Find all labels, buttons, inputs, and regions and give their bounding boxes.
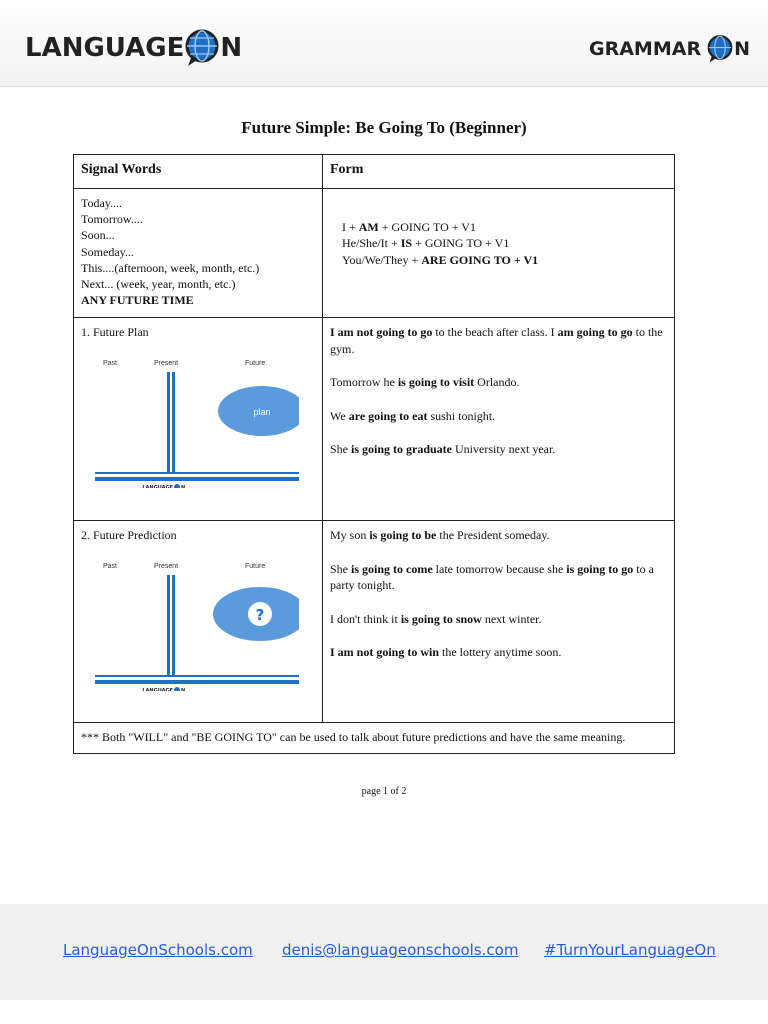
page-number: page 1 of 2 — [361, 786, 407, 797]
table-row — [74, 189, 675, 318]
signal-word: Next... (week, year, month, etc.) — [81, 277, 236, 292]
example-segment: Tomorrow he — [330, 375, 398, 389]
timeline-diagram — [81, 348, 299, 488]
example-segment: late tomorrow because she — [432, 561, 567, 576]
signal-words-cell — [74, 189, 323, 318]
timeline-past-label: Past — [103, 360, 118, 367]
example-segment: sushi tonight. — [427, 408, 496, 423]
form-line: You/We/They + ARE GOING TO + V1 — [342, 252, 539, 267]
website-link[interactable]: LanguageOnSchools.com — [63, 941, 253, 959]
diagram-brand-end: N — [181, 485, 186, 488]
languageon-logo — [25, 28, 242, 68]
signal-word: Today.... — [81, 196, 123, 210]
example-sentence — [330, 374, 667, 391]
example-segment: She — [330, 442, 351, 456]
example-segment: My son — [330, 528, 370, 542]
example-sentence — [330, 611, 667, 628]
example-bold-segment: is going to visit — [397, 375, 475, 389]
future-plan-examples — [323, 318, 675, 521]
example-segment: We — [330, 408, 349, 423]
example-bold-segment: is going to come — [351, 561, 433, 576]
table-row — [74, 318, 675, 521]
example-bold-segment: is going to snow — [400, 611, 482, 626]
example-segment: to a party tonight. — [330, 561, 654, 592]
diagram-brand-end: N — [181, 688, 186, 691]
signal-word-bold: ANY FUTURE TIME — [81, 293, 194, 308]
hashtag-link[interactable]: #TurnYourLanguageOn — [544, 941, 716, 959]
page-title: Future Simple: Be Going To (Beginner) — [241, 118, 527, 137]
example-segment: She — [330, 561, 351, 576]
example-segment: the President someday. — [436, 528, 550, 542]
future-prediction-examples — [323, 521, 675, 723]
example-bold-segment: I am not going to go — [330, 325, 433, 339]
example-bold-segment: is going to graduate — [351, 442, 453, 456]
logo-text: LANGUAGE — [25, 33, 185, 63]
timeline-future-label: Future — [245, 360, 266, 367]
example-sentence — [330, 644, 667, 661]
signal-word: Tomorrow.... — [81, 212, 143, 227]
table-header-row — [74, 155, 675, 189]
table-row — [74, 723, 675, 754]
form-line: I + AM + GOING TO + V1 — [342, 220, 476, 234]
grammar-table — [73, 154, 675, 754]
timeline-present-label: Present — [154, 563, 179, 570]
timeline-past-label: Past — [103, 563, 118, 570]
header-form: Form — [323, 155, 675, 189]
form-cell — [323, 189, 675, 318]
example-sentence — [330, 561, 667, 594]
row-label: 1. Future Plan — [81, 325, 149, 339]
example-sentence — [330, 408, 667, 425]
example-bold-segment: is going to be — [369, 528, 437, 542]
example-sentence — [330, 441, 667, 458]
example-segment: I — [550, 325, 555, 339]
signal-word: Soon... — [81, 228, 115, 243]
globe-icon — [174, 687, 180, 691]
form-line: He/She/It + IS + GOING TO + V1 — [342, 236, 510, 251]
timeline-diagram — [81, 551, 299, 691]
example-segment: I don't think it — [330, 611, 401, 626]
timeline-future-label: Future — [245, 563, 266, 570]
example-bold-segment: is going to go — [566, 561, 634, 576]
grammaron-logo — [589, 34, 750, 64]
example-segment: next winter. — [481, 611, 542, 626]
page-header — [0, 0, 768, 87]
email-link[interactable]: denis@languageonschools.com — [282, 941, 519, 959]
globe-icon — [174, 484, 180, 488]
signal-word: Someday... — [81, 244, 134, 259]
example-segment: the lottery anytime soon. — [439, 645, 562, 659]
example-bold-segment: am going to go — [554, 325, 633, 339]
example-bold-segment: I am not going to win — [330, 645, 440, 659]
future-plan-cell — [74, 318, 323, 521]
logo-text-end: N — [220, 33, 243, 63]
future-prediction-cell — [74, 521, 323, 723]
globe-icon — [706, 34, 734, 64]
example-sentence — [330, 324, 667, 357]
diagram-brand: LANGUAGE — [142, 485, 173, 488]
example-segment: to the beach after class. — [432, 325, 551, 339]
timeline-present-label: Present — [154, 360, 179, 367]
diagram-brand: LANGUAGE — [142, 688, 173, 691]
example-segment: Orlando. — [474, 375, 520, 389]
page-footer — [0, 904, 768, 1000]
table-row — [74, 521, 675, 723]
example-sentence — [330, 527, 667, 544]
globe-icon — [184, 28, 220, 68]
bubble-label: plan — [253, 407, 271, 417]
header-signal-words: Signal Words — [74, 155, 323, 189]
signal-word: This....(afternoon, week, month, etc.) — [81, 260, 260, 275]
bubble-label: ? — [255, 606, 265, 624]
row-label: 2. Future Prediction — [81, 528, 177, 542]
example-segment: to the gym. — [330, 325, 663, 356]
logo-text: GRAMMAR — [589, 38, 702, 60]
logo-text-end: N — [734, 38, 750, 60]
example-segment: University next year. — [452, 442, 556, 456]
example-bold-segment: are going to eat — [348, 408, 428, 423]
note-cell: *** Both "WILL" and "BE GOING TO" can be used to talk about future predictions and have the same meaning. — [74, 723, 675, 754]
